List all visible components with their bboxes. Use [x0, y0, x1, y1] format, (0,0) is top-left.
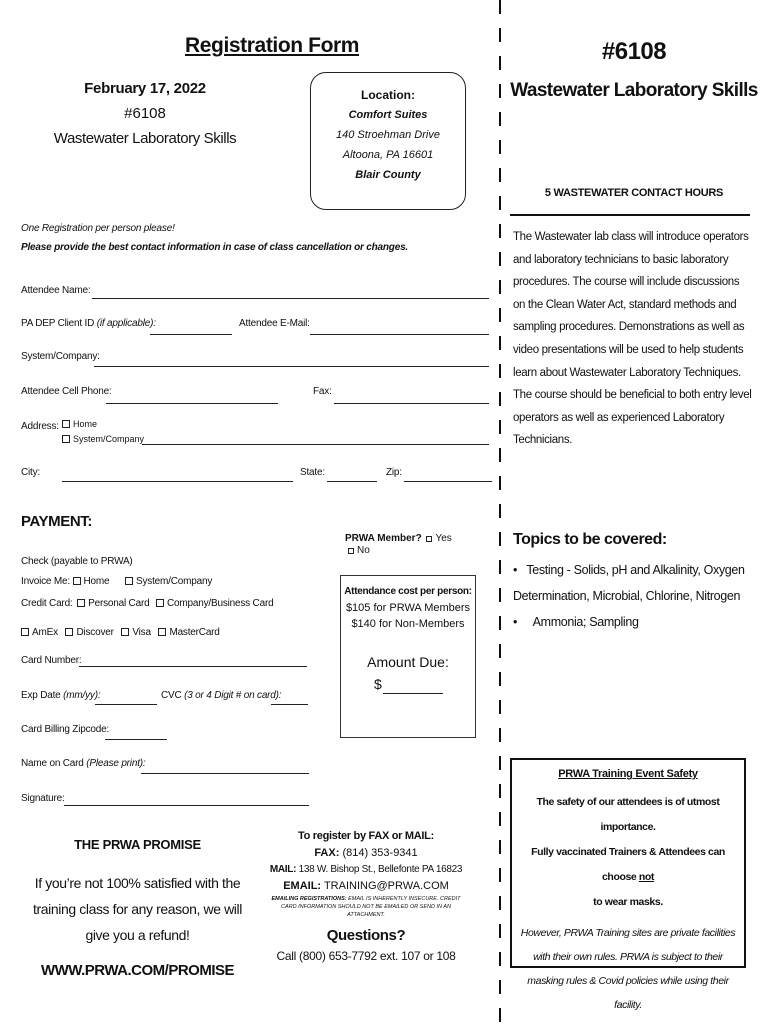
exp-date-field[interactable] [95, 704, 157, 705]
address-label: Address: [21, 421, 59, 432]
contact-hours: 5 WASTEWATER CONTACT HOURS [544, 187, 724, 199]
address-company-label: System/Company [73, 434, 145, 444]
member-no-label: No [357, 545, 370, 556]
register-warning-label: EMAILING REGISTRATIONS: [271, 896, 347, 902]
name-on-card-field[interactable] [141, 773, 309, 774]
address-home-label: Home [73, 419, 98, 429]
side-course-number: #6108 [601, 38, 667, 65]
course-date: February 17, 2022 [84, 80, 206, 97]
name-on-card-label [21, 758, 145, 769]
cell-field[interactable] [106, 403, 278, 404]
invoice-company-label: System/Company [136, 576, 213, 587]
state-label: State: [300, 467, 325, 478]
course-header [40, 80, 250, 147]
location-street: 140 Stroehman Drive [336, 129, 440, 141]
register-mail-address: 138 W. Bishop St., Bellefonte PA 16823 [298, 864, 463, 875]
cvc-field[interactable] [271, 704, 308, 705]
register-fax [268, 847, 464, 859]
side-course-title: Wastewater Laboratory Skills [510, 80, 758, 101]
card-type-row [21, 627, 220, 638]
topic-text: Testing - Solids, pH and Alkalinity, Oxygen Determination, Microbial, Chlorine, Nitrogen [513, 563, 745, 603]
location-city: Altoona, PA 16601 [342, 149, 434, 161]
fax-field[interactable] [334, 403, 489, 404]
member-question [345, 533, 465, 556]
card-number-field[interactable] [79, 666, 307, 667]
name-on-card-note: (Please print): [86, 758, 146, 769]
location-venue: Comfort Suites [348, 109, 428, 121]
card-number-label: Card Number: [21, 655, 82, 666]
topics-heading: Topics to be covered: [513, 531, 667, 548]
course-description: The Wastewater lab class will introduce operators and laboratory technicians to basic laboratory procedures. The course will include discussions on the Clean Water Act, standard methods and sampling procedures. Demonstrations as well as video presentations will be used to help students learn about Wastewater Laboratory Techniques. The course should be beneficial to both entry level operators as well as experienced Laboratory Technicians. [513, 231, 752, 447]
safety-box [510, 758, 746, 1011]
business-card-label: Company/Business Card [167, 598, 274, 609]
topics-list [513, 557, 753, 635]
cost-non-member: $140 for Non-Members [351, 618, 465, 630]
cvc-label [161, 690, 281, 701]
cost-member: $105 for PRWA Members [345, 602, 471, 614]
discover-label: Discover [76, 627, 114, 638]
call-number: Call (800) 653-7792 ext. 107 or 108 [276, 949, 456, 963]
fax-label: Fax: [313, 386, 332, 397]
client-id-note: (if applicable): [96, 318, 156, 329]
attendee-email-label: Attendee E-Mail: [239, 318, 310, 329]
location-label: Location: [361, 88, 415, 102]
signature-field[interactable] [64, 805, 309, 806]
promise-text: If you’re not 100% satisfied with the training class for any reason, we will give you a refund! [33, 875, 242, 943]
cell-label: Attendee Cell Phone: [21, 386, 112, 397]
promise-heading: THE PRWA PROMISE [74, 837, 201, 852]
register-warning [268, 895, 464, 919]
safety-line-3: to wear masks. [593, 896, 663, 908]
exp-date-format: (mm/yy): [63, 690, 101, 701]
address-home-checkbox[interactable] [62, 420, 70, 428]
visa-label: Visa [132, 627, 151, 638]
address-company-option[interactable] [62, 434, 144, 444]
signature-label: Signature: [21, 793, 65, 804]
personal-card-label: Personal Card [88, 598, 150, 609]
credit-label: Credit Card: [21, 598, 73, 609]
register-email [268, 880, 464, 892]
check-option[interactable]: Check (payable to PRWA) [21, 556, 133, 567]
course-name: Wastewater Laboratory Skills [53, 130, 237, 147]
dollar-sign: $ [374, 676, 382, 692]
attendee-email-field[interactable] [310, 334, 489, 335]
safety-line-2-text: Fully vaccinated Trainers & Attendees can choose [531, 846, 725, 883]
billing-zip-field[interactable] [105, 739, 167, 740]
mastercard-checkbox[interactable] [158, 628, 166, 636]
registration-note: One Registration per person please! [21, 223, 175, 234]
member-yes-checkbox[interactable] [426, 536, 432, 542]
attendee-name-field[interactable] [92, 298, 489, 299]
safety-line-2 [518, 840, 738, 890]
register-fax-number: (814) 353-9341 [342, 847, 418, 859]
company-label: System/Company: [21, 351, 100, 362]
amex-label: AmEx [32, 627, 58, 638]
address-company-checkbox[interactable] [62, 435, 70, 443]
topic-item [513, 557, 753, 609]
address-home-option[interactable] [62, 419, 97, 429]
bullet-icon: • [513, 615, 533, 629]
register-mail-label: MAIL: [269, 864, 297, 875]
invoice-label: Invoice Me: [21, 576, 70, 587]
safety-policy: However, PRWA Training sites are private facilities with their own rules. PRWA is subject to their masking rules & Covid policies while using their facility. [520, 927, 736, 1011]
visa-checkbox[interactable] [121, 628, 129, 636]
exp-date-label [21, 690, 100, 701]
business-card-checkbox[interactable] [156, 599, 164, 607]
location-county: Blair County [355, 169, 421, 181]
register-section [268, 830, 464, 963]
invoice-row [21, 576, 109, 587]
cost-title: Attendance cost per person: [344, 586, 472, 597]
invoice-home-label: Home [83, 576, 110, 587]
credit-row [21, 598, 273, 609]
safety-not: not [638, 871, 655, 883]
register-warning-text: EMAIL IS INHERENTLY INSECURE. CREDIT CARD INFORMATION SHOULD NOT BE EMAILED OR SEND IN AN ATTACHMENT. [281, 896, 461, 918]
client-id-field[interactable] [150, 334, 232, 335]
state-field[interactable] [327, 481, 377, 482]
questions-heading: Questions? [326, 927, 406, 944]
zip-field[interactable] [404, 481, 492, 482]
invoice-home-checkbox[interactable] [73, 577, 81, 585]
safety-line-1: The safety of our attendees is of utmost importance. [536, 796, 720, 833]
amount-due-label: Amount Due: [367, 654, 449, 670]
company-field[interactable] [94, 366, 489, 367]
cvc-text: CVC [161, 690, 182, 701]
location-box [310, 72, 466, 210]
address-field[interactable] [142, 444, 489, 445]
amount-due-field[interactable] [383, 693, 443, 694]
cvc-note: (3 or 4 Digit # on card): [184, 690, 282, 701]
invoice-company-checkbox[interactable] [125, 577, 133, 585]
zip-label: Zip: [386, 467, 402, 478]
form-title: Registration Form [185, 34, 360, 57]
course-number: #6108 [124, 105, 166, 122]
amount-due-row [341, 676, 475, 698]
topic-item [513, 609, 753, 635]
name-on-card-text: Name on Card [21, 758, 84, 769]
register-heading: To register by FAX or MAIL: [298, 830, 434, 842]
register-fax-label: FAX: [314, 847, 340, 859]
exp-date-text: Exp Date [21, 690, 61, 701]
invoice-company-option[interactable] [125, 576, 212, 587]
promise-url[interactable]: WWW.PRWA.COM/PROMISE [40, 962, 235, 979]
contact-hours-rule [510, 214, 750, 216]
bullet-icon: • [513, 563, 527, 577]
register-email-label: EMAIL: [283, 880, 322, 892]
safety-statement [518, 790, 738, 915]
cost-box [340, 575, 476, 738]
safety-title: PRWA Training Event Safety [558, 768, 698, 780]
billing-zip-label: Card Billing Zipcode: [21, 724, 110, 735]
amex-checkbox[interactable] [21, 628, 29, 636]
promise-section [20, 837, 255, 979]
side-header [510, 38, 758, 102]
member-question-text: PRWA Member? [345, 533, 422, 544]
personal-card-checkbox[interactable] [77, 599, 85, 607]
register-email-address[interactable]: TRAINING@PRWA.COM [323, 880, 449, 892]
client-id-label [21, 318, 156, 329]
payment-heading: PAYMENT: [21, 513, 92, 530]
mastercard-label: MasterCard [169, 627, 220, 638]
contact-note: Please provide the best contact information in case of class cancellation or changes. [21, 242, 409, 253]
city-field[interactable] [62, 481, 293, 482]
topic-text: Ammonia; Sampling [532, 615, 639, 629]
register-mail [268, 864, 464, 875]
city-label: City: [21, 467, 41, 478]
client-id-text: PA DEP Client ID [21, 318, 95, 329]
discover-checkbox[interactable] [65, 628, 73, 636]
member-yes-label: Yes [435, 533, 452, 544]
attendee-name-label: Attendee Name: [21, 285, 91, 296]
member-no-checkbox[interactable] [348, 548, 354, 554]
